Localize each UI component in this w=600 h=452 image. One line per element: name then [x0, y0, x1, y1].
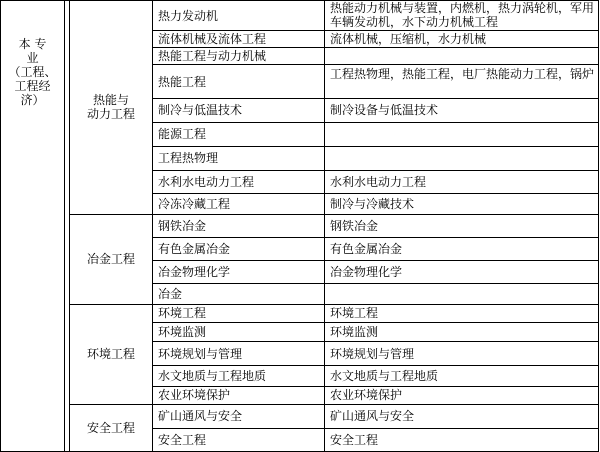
table-cell-major: 农业环境保护: [158, 388, 231, 402]
row-separator: [152, 283, 599, 284]
row-separator: [152, 30, 599, 31]
group-label-line: 安全工程: [86, 420, 135, 435]
row-separator: [152, 428, 599, 429]
group-label-line: 动力工程: [86, 107, 135, 121]
row-separator: [152, 98, 599, 99]
table-cell-old: 水文地质与工程地质: [330, 369, 439, 383]
table-cell-old: 水利水电动力工程: [330, 175, 427, 189]
table-cell-major: 环境规划与管理: [158, 347, 243, 361]
row-separator: [152, 122, 599, 123]
table-border-right: [598, 0, 599, 452]
table-cell-old: 热能动力机械与装置，内燃机，热力涡轮机，军用车辆发动机，水下动力机械工程: [330, 1, 594, 29]
table-cell-major: 安全工程: [158, 433, 207, 447]
row-header-line: 济）: [20, 93, 45, 107]
table-cell-major: 水利水电动力工程: [158, 175, 255, 189]
table-cell-major: 工程热物理: [158, 151, 219, 165]
row-header-line: 本 专: [18, 37, 47, 51]
table-cell-major: 矿山通风与安全: [158, 409, 243, 423]
table-cell-major: 热力发动机: [158, 9, 219, 23]
row-separator: [152, 341, 599, 342]
row-separator: [152, 193, 599, 194]
group-separator: [69, 214, 599, 215]
table-cell-major: 制冷与低温技术: [158, 103, 243, 117]
table-cell-old: 环境监测: [330, 325, 379, 339]
table-cell-major: 有色金属冶金: [158, 242, 231, 256]
table-cell-major: 水文地质与工程地质: [158, 369, 267, 383]
table-cell-old: 环境规划与管理: [330, 347, 415, 361]
table-cell-old: 有色金属冶金: [330, 242, 403, 256]
group-label-line: 冶金工程: [86, 252, 135, 266]
table-cell-major: 环境工程: [158, 306, 207, 320]
row-header-line: 业: [26, 51, 39, 65]
table-cell-major: 能源工程: [158, 127, 207, 141]
row-separator: [152, 47, 599, 48]
group-label-environment: [70, 304, 152, 404]
table-cell-major: 冷冻冷藏工程: [158, 197, 231, 211]
group-label-thermal: [70, 85, 152, 129]
row-header-line: （工程、: [8, 65, 57, 79]
row-separator: [152, 260, 599, 261]
row-separator: [152, 322, 599, 323]
table-cell-old: 制冷设备与低温技术: [330, 103, 439, 117]
group-separator: [69, 404, 599, 405]
column-divider: [152, 0, 153, 452]
table-cell-old: 冶金物理化学: [330, 265, 403, 279]
row-header-label: [1, 30, 64, 114]
table-cell-major: 环境监测: [158, 325, 207, 339]
group-label-safety: [70, 404, 152, 451]
row-separator: [152, 170, 599, 171]
table-cell-old: 流体机械，压缩机，水力机械: [330, 32, 487, 46]
row-separator: [152, 237, 599, 238]
group-label-metallurgy: [70, 214, 152, 304]
table-cell-old: 环境工程: [330, 306, 379, 320]
group-label-line: 环境工程: [86, 347, 135, 361]
table-cell-old: 钢铁冶金: [330, 219, 379, 233]
group-separator: [69, 304, 599, 305]
column-divider: [64, 0, 65, 452]
table-cell-old: 安全工程: [330, 433, 379, 447]
row-separator: [152, 365, 599, 366]
row-separator: [152, 64, 599, 65]
column-divider: [324, 0, 325, 452]
table-cell-old: 农业环境保护: [330, 388, 403, 402]
table-cell-major: 热能工程与动力机械: [158, 49, 267, 63]
table-cell-old: 矿山通风与安全: [330, 409, 415, 423]
table-cell-major: 流体机械及流体工程: [158, 32, 267, 46]
table-cell-old: 工程热物理，热能工程，电厂热能动力工程，锅炉: [330, 67, 594, 81]
group-label-line: 热能与: [92, 93, 129, 107]
table-cell-major: 冶金物理化学: [158, 265, 231, 279]
table-cell-major: 钢铁冶金: [158, 219, 207, 233]
table-cell-old: 制冷与冷藏技术: [330, 197, 415, 211]
row-header-line: 工程经: [14, 79, 51, 93]
row-separator: [152, 386, 599, 387]
table-cell-major: 冶金: [158, 287, 183, 301]
row-separator: [152, 146, 599, 147]
table-cell-major: 热能工程: [158, 75, 207, 89]
